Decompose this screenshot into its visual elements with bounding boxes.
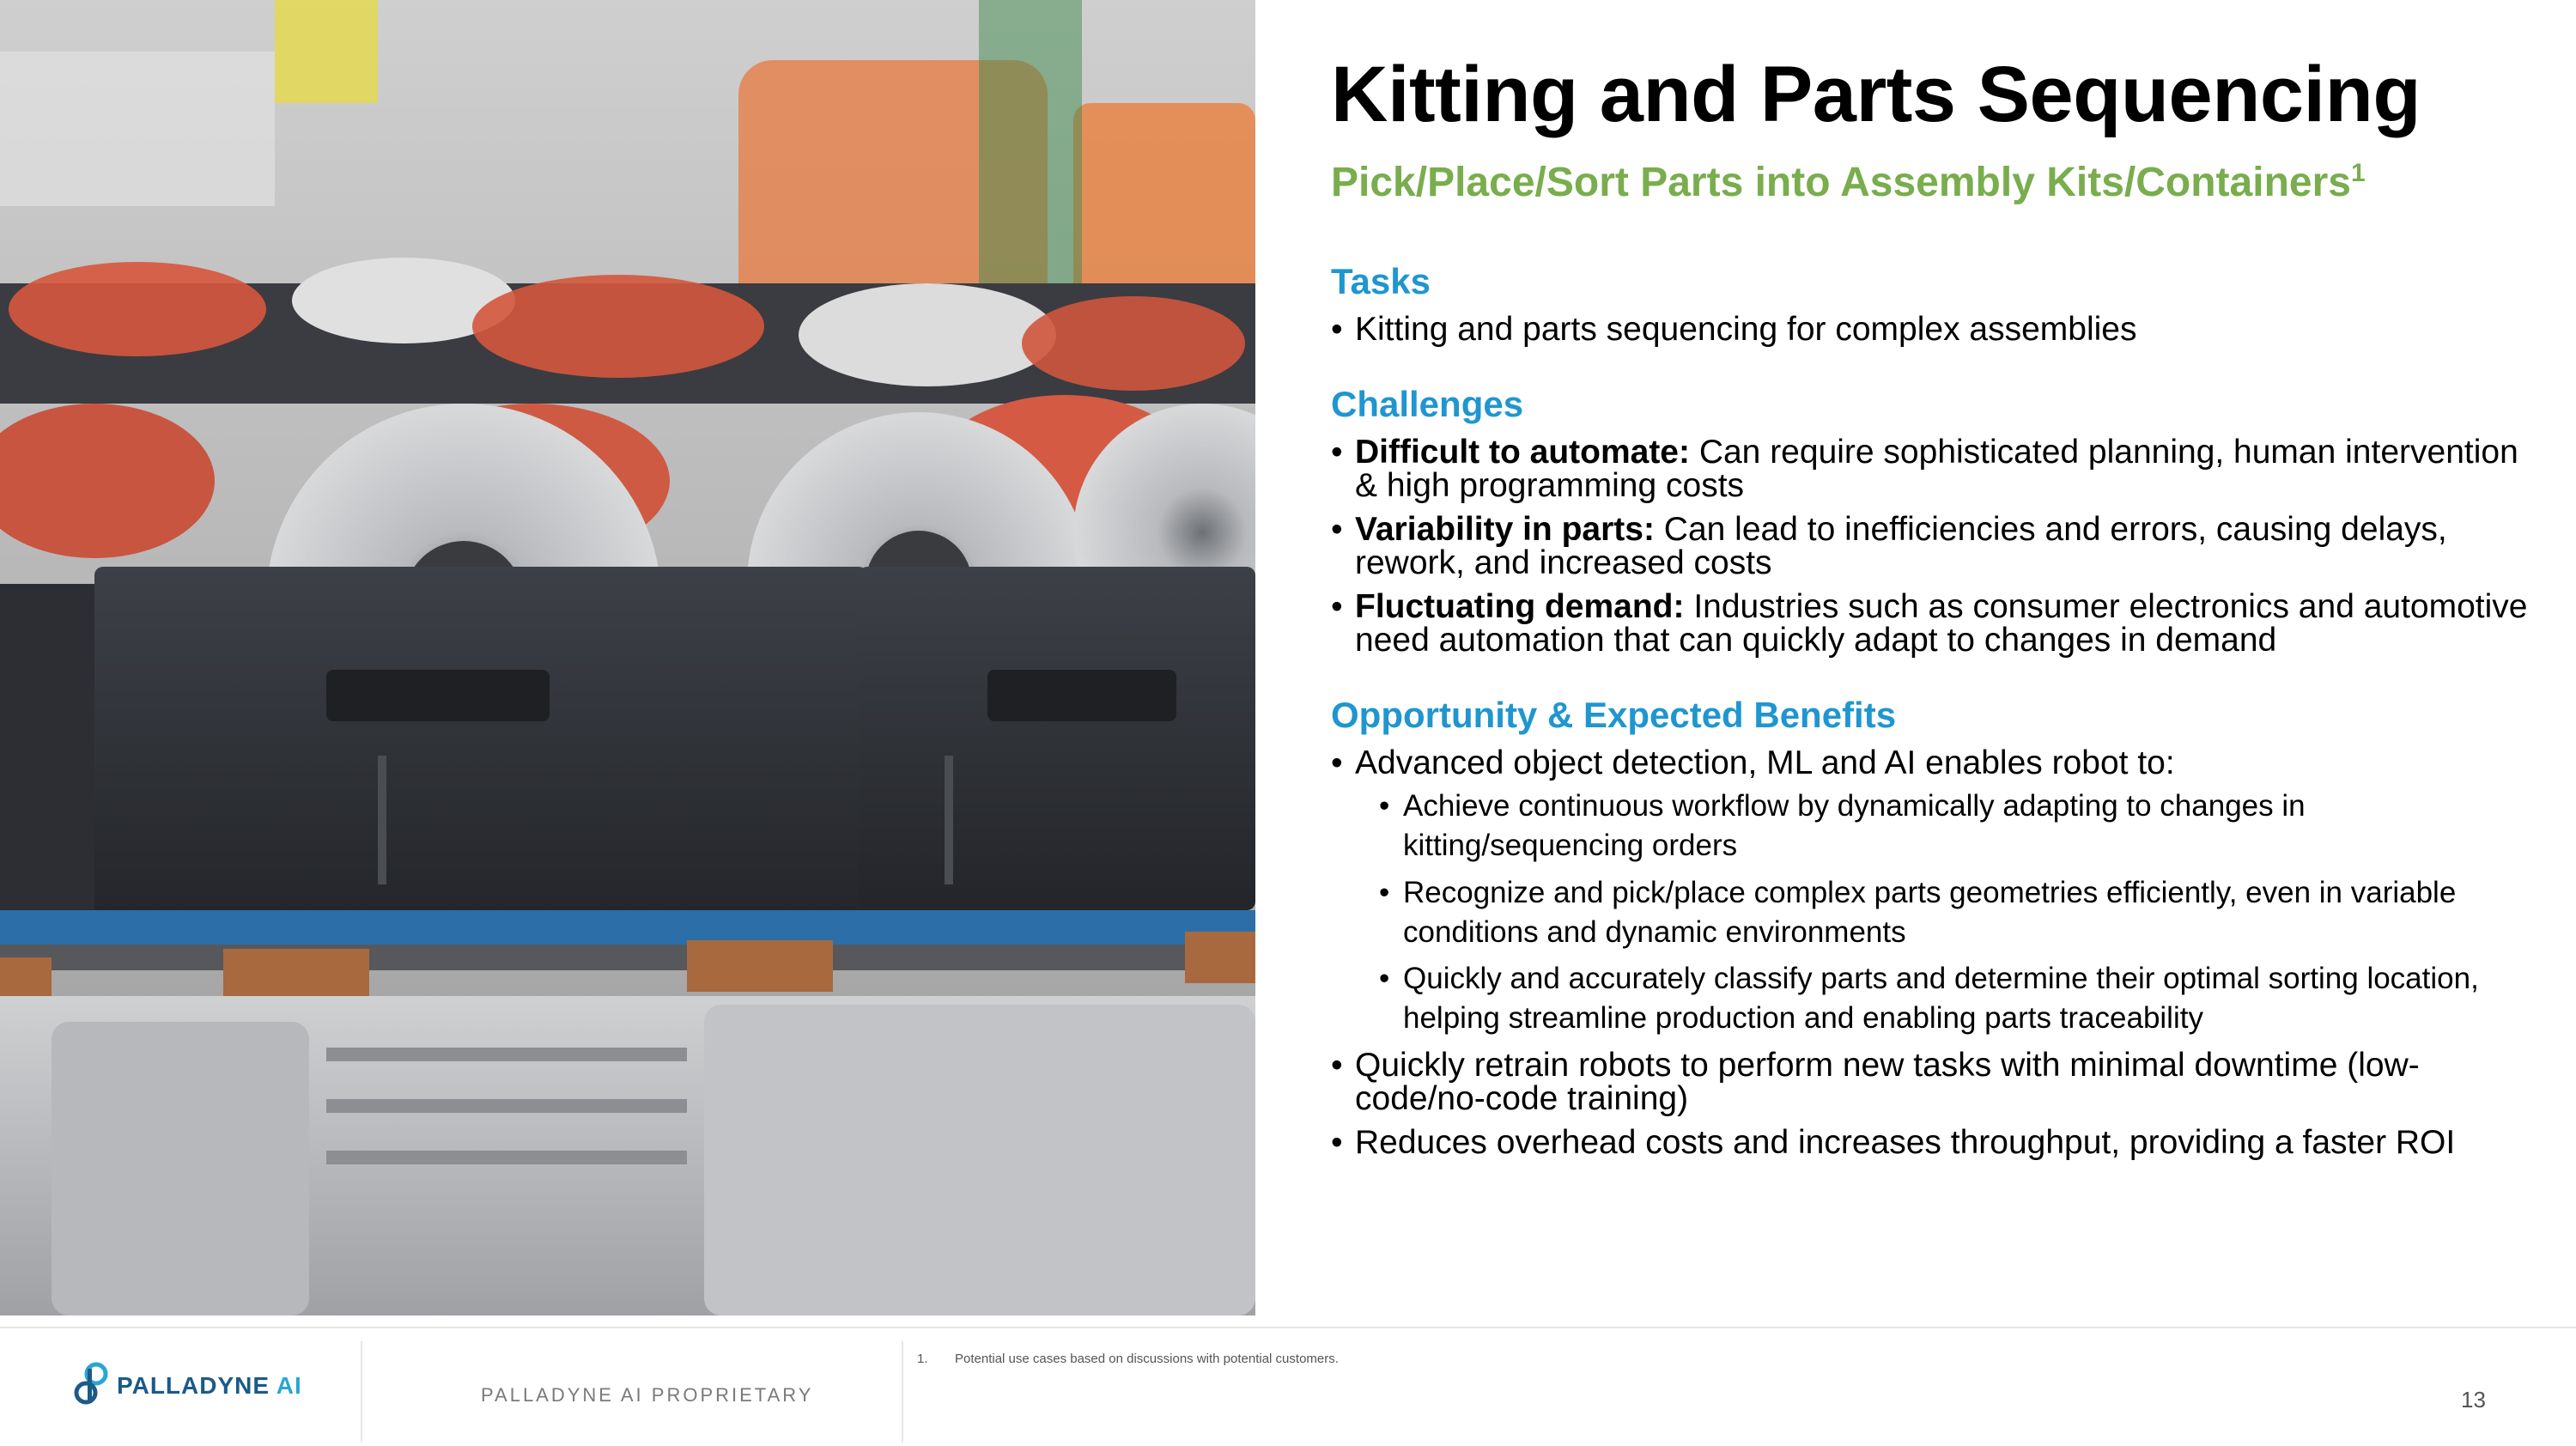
challenge-text: Can require sophisticated planning, human intervention & high programming costs xyxy=(1355,434,2518,505)
page-title: Kitting and Parts Sequencing xyxy=(1331,51,2421,138)
challenges-bullet xyxy=(1331,434,2533,505)
footnote-text: Potential use cases based on discussions with potential customers. xyxy=(955,1352,1339,1366)
opportunity-sub-bullet: • Recognize and pick/place complex parts geometries efficiently, even in variable conditions and dynamic environments xyxy=(1331,873,2533,952)
tasks-bullet: • Kitting and parts sequencing for complex assemblies xyxy=(1331,313,2533,346)
opportunity-sub-bullet: • Achieve continuous workflow by dynamically adapting to changes in kitting/sequencing orders xyxy=(1331,787,2533,866)
footer-vertical-divider xyxy=(361,1341,362,1443)
challenges-heading: Challenges xyxy=(1331,384,1524,425)
challenges-bullet xyxy=(1331,513,2533,580)
footer-vertical-divider xyxy=(902,1341,903,1443)
page-number: 13 xyxy=(2461,1387,2486,1413)
opportunity-heading: Opportunity & Expected Benefits xyxy=(1331,695,1897,736)
challenges-bullet xyxy=(1331,590,2533,657)
opportunity-bullet: • Reduces overhead costs and increases throughput, providing a faster ROI xyxy=(1331,1126,2533,1159)
footnote-number: 1. xyxy=(917,1352,928,1366)
challenge-text: Can lead to inefficiencies and errors, causing delays, rework, and increased costs xyxy=(1355,511,2447,582)
challenge-text: Industries such as consumer electronics and automotive need automation that can quickly adapt to changes in demand xyxy=(1355,588,2528,659)
proprietary-label: PALLADYNE AI PROPRIETARY xyxy=(481,1384,814,1406)
tasks-heading: Tasks xyxy=(1331,261,1431,302)
footnote xyxy=(917,1352,1339,1366)
challenge-label: Variability in parts: xyxy=(1355,511,1655,549)
footer-divider xyxy=(0,1327,2576,1328)
logo-text xyxy=(117,1372,302,1400)
slide-content xyxy=(1331,51,2533,1162)
parts-bins-photo xyxy=(0,0,1255,1315)
subtitle-text: Pick/Place/Sort Parts into Assembly Kits/Containers xyxy=(1331,160,2351,206)
palladyne-logo-icon xyxy=(72,1362,112,1410)
opportunity-bullet: • Quickly retrain robots to perform new tasks with minimal downtime (low-code/no-code training) xyxy=(1331,1048,2533,1115)
palladyne-logo xyxy=(72,1362,302,1410)
page-subtitle xyxy=(1331,159,2533,206)
opportunity-sub-bullet: • Quickly and accurately classify parts and determine their optimal sorting location, helping streamline production and enabling parts traceability xyxy=(1331,959,2533,1038)
logo-brand: PALLADYNE xyxy=(117,1372,270,1399)
challenge-label: Difficult to automate: xyxy=(1355,434,1690,471)
logo-suffix: AI xyxy=(276,1372,302,1399)
challenge-label: Fluctuating demand: xyxy=(1355,588,1685,626)
opportunity-bullet: • Advanced object detection, ML and AI enables robot to: xyxy=(1331,746,2533,780)
subtitle-footnote-ref: 1 xyxy=(2350,159,2366,188)
